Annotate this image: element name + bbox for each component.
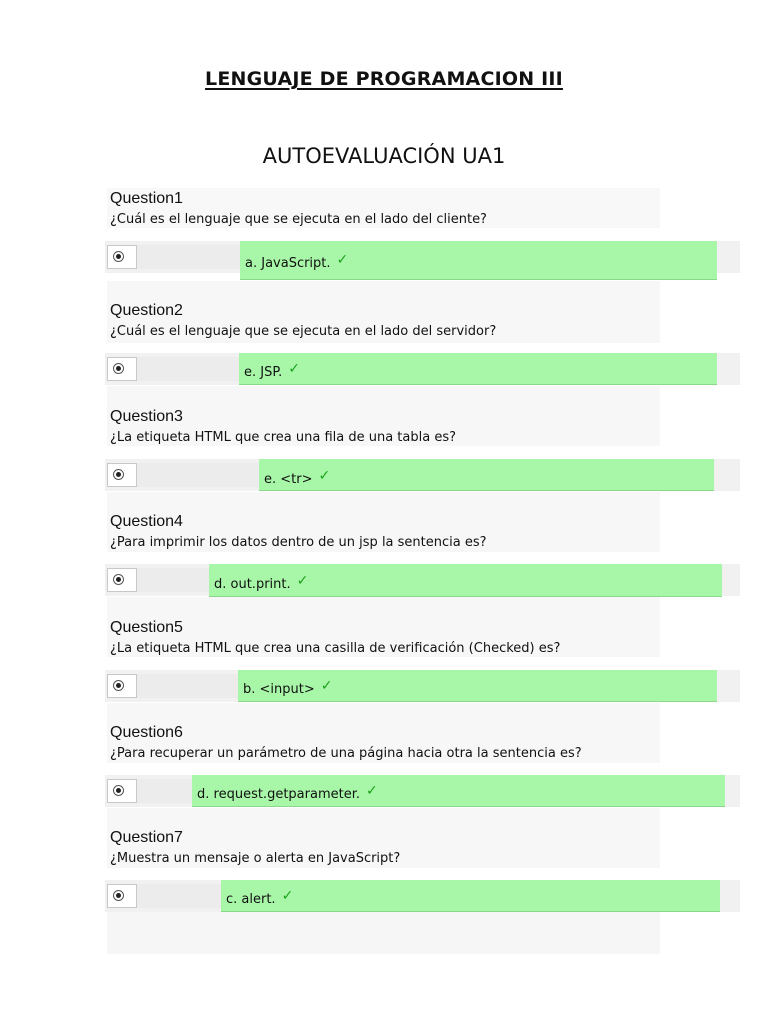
question-header bbox=[107, 406, 660, 446]
answer-option bbox=[197, 783, 378, 802]
question-text: ¿La etiqueta HTML que crea una casilla de verificación (Checked) es? bbox=[110, 641, 561, 656]
question-header bbox=[107, 300, 660, 340]
answer-label: a. JavaScript. bbox=[245, 256, 331, 271]
question-label: Question4 bbox=[110, 513, 183, 530]
answer-spacer bbox=[137, 357, 239, 381]
answer-row bbox=[105, 670, 740, 702]
answer-label: c. alert. bbox=[226, 892, 276, 907]
check-mark-icon: ✓ bbox=[288, 361, 301, 377]
check-mark-icon: ✓ bbox=[296, 573, 309, 589]
correct-answer-cell bbox=[221, 880, 720, 912]
question-label: Question7 bbox=[110, 829, 183, 846]
answer-row bbox=[105, 775, 740, 807]
answer-row bbox=[105, 459, 740, 491]
question-label: Question6 bbox=[110, 724, 183, 741]
question-text: ¿Cuál es el lenguaje que se ejecuta en el lado del servidor? bbox=[110, 324, 497, 339]
answer-label: b. <input> bbox=[243, 682, 315, 697]
radio-selected-icon[interactable] bbox=[113, 574, 124, 585]
check-mark-icon: ✓ bbox=[318, 468, 331, 484]
question-label: Question5 bbox=[110, 619, 183, 636]
answer-option bbox=[214, 573, 308, 592]
answer-spacer bbox=[137, 463, 259, 487]
answer-option bbox=[243, 678, 332, 697]
answer-option bbox=[226, 888, 293, 907]
question-label: Question1 bbox=[110, 190, 183, 207]
question-text: ¿Cuál es el lenguaje que se ejecuta en el lado del cliente? bbox=[110, 212, 487, 227]
answer-option bbox=[244, 361, 300, 380]
radio-selected-icon[interactable] bbox=[113, 890, 124, 901]
question-text: ¿La etiqueta HTML que crea una fila de una tabla es? bbox=[110, 430, 456, 445]
answer-row bbox=[105, 880, 740, 912]
radio-selected-icon[interactable] bbox=[113, 469, 124, 480]
question-header bbox=[107, 722, 660, 762]
correct-answer-cell bbox=[259, 459, 714, 491]
title-text: LENGUAJE DE PROGRAMACION III bbox=[205, 68, 563, 90]
answer-label: d. request.getparameter. bbox=[197, 787, 360, 802]
empty-footer-block bbox=[107, 912, 660, 954]
radio-cell[interactable] bbox=[107, 245, 137, 269]
answer-row bbox=[105, 353, 740, 385]
correct-answer-cell bbox=[209, 564, 722, 597]
answer-spacer bbox=[137, 779, 192, 803]
question-label: Question3 bbox=[110, 408, 183, 425]
answer-option bbox=[264, 468, 330, 487]
question-text: ¿Para recuperar un parámetro de una página hacia otra la sentencia es? bbox=[110, 746, 582, 761]
radio-cell[interactable] bbox=[107, 568, 137, 592]
radio-cell[interactable] bbox=[107, 357, 137, 381]
question-header bbox=[107, 188, 660, 228]
answer-label: e. JSP. bbox=[244, 365, 283, 380]
question-header bbox=[107, 827, 660, 867]
check-mark-icon: ✓ bbox=[365, 783, 378, 799]
answer-row bbox=[105, 241, 740, 273]
answer-spacer bbox=[137, 245, 240, 269]
radio-selected-icon[interactable] bbox=[113, 680, 124, 691]
radio-selected-icon[interactable] bbox=[113, 363, 124, 374]
answer-spacer bbox=[137, 674, 238, 698]
document-subtitle: AUTOEVALUACIÓN UA1 bbox=[262, 144, 506, 168]
answer-row bbox=[105, 564, 740, 596]
answer-label: d. out.print. bbox=[214, 577, 291, 592]
answer-option bbox=[245, 252, 348, 271]
radio-cell[interactable] bbox=[107, 463, 137, 487]
correct-answer-cell bbox=[240, 241, 717, 280]
answer-spacer bbox=[137, 884, 221, 908]
question-text: ¿Para imprimir los datos dentro de un jsp la sentencia es? bbox=[110, 535, 487, 550]
check-mark-icon: ✓ bbox=[320, 678, 333, 694]
radio-cell[interactable] bbox=[107, 884, 137, 908]
radio-selected-icon[interactable] bbox=[113, 251, 124, 262]
document-title bbox=[0, 68, 768, 90]
question-label: Question2 bbox=[110, 302, 183, 319]
question-header bbox=[107, 511, 660, 551]
radio-selected-icon[interactable] bbox=[113, 785, 124, 796]
question-header bbox=[107, 617, 660, 657]
correct-answer-cell bbox=[238, 670, 717, 702]
check-mark-icon: ✓ bbox=[336, 252, 349, 268]
check-mark-icon: ✓ bbox=[281, 888, 294, 904]
radio-cell[interactable] bbox=[107, 779, 137, 803]
radio-cell[interactable] bbox=[107, 674, 137, 698]
correct-answer-cell bbox=[239, 353, 717, 385]
question-text: ¿Muestra un mensaje o alerta en JavaScript? bbox=[110, 851, 401, 866]
answer-spacer bbox=[137, 568, 209, 592]
correct-answer-cell bbox=[192, 775, 725, 807]
answer-label: e. <tr> bbox=[264, 472, 313, 487]
